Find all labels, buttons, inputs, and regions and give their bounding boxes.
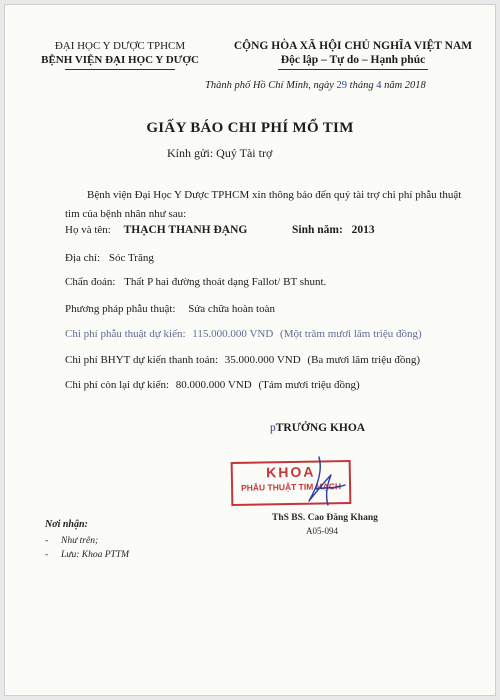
signer-name: ThS BS. Cao Đăng Khang xyxy=(272,513,378,523)
national-header xyxy=(223,39,483,70)
month-label: tháng xyxy=(349,80,374,91)
surgery-cost-value: 115.000.000 VND xyxy=(192,328,274,340)
patient-name-row xyxy=(65,224,247,236)
nation-line-1: CỘNG HÒA XÃ HỘI CHỦ NGHĨA VIỆT NAM xyxy=(233,40,473,52)
birth-label: Sinh năm: xyxy=(292,224,343,236)
pen-mark: p xyxy=(270,422,276,434)
address-label: Địa chỉ: xyxy=(65,252,101,264)
intro-text: Bệnh viện Đại Học Y Dược TPHCM xin thông báo đến quý tài trợ chi phí phẫu thuật tim của bệnh nhân như sau: xyxy=(65,189,462,220)
birth-value: 2013 xyxy=(351,224,375,236)
insurance-cost-words: (Ba mươi lăm triệu đồng) xyxy=(307,354,421,366)
surgery-cost-words: (Một trăm mươi lăm triệu đồng) xyxy=(280,328,422,340)
nation-underline xyxy=(278,69,428,70)
surgery-cost-label: Chi phí phẫu thuật dự kiến: xyxy=(65,328,186,340)
name-value: THẠCH THANH ĐẠNG xyxy=(123,224,248,236)
diagnosis-label: Chẩn đoán: xyxy=(65,276,116,288)
document-title: GIẤY BÁO CHI PHÍ MỔ TIM xyxy=(146,120,354,136)
recipient-item: - Lưu: Khoa PTTM xyxy=(45,550,129,560)
recipient-item-1: Như trên; xyxy=(61,536,99,546)
organization-header xyxy=(25,39,215,70)
birth-year-row xyxy=(292,224,375,236)
org-underline xyxy=(65,69,175,70)
intro-paragraph xyxy=(65,186,475,224)
address-value: Sóc Trăng xyxy=(108,252,154,264)
diagnosis-row xyxy=(65,276,326,288)
date-month: 4 xyxy=(376,80,382,91)
insurance-cost-row xyxy=(65,354,420,366)
place-date xyxy=(205,80,426,91)
handwritten-signature xyxy=(295,451,355,511)
recipients-label: Nơi nhận: xyxy=(45,519,88,530)
signature-title-text: TRƯỞNG KHOA xyxy=(275,422,366,434)
org-line-1: ĐẠI HỌC Y DƯỢC TPHCM xyxy=(54,40,186,52)
recipient-item-2: Lưu: Khoa PTTM xyxy=(61,550,129,560)
remaining-cost-value: 80.000.000 VND xyxy=(175,379,252,391)
method-row xyxy=(65,303,275,315)
name-label: Họ và tên: xyxy=(65,224,111,236)
remaining-cost-label: Chi phí còn lại dự kiến: xyxy=(65,379,170,391)
document-page xyxy=(4,4,496,696)
org-line-2: BỆNH VIỆN ĐẠI HỌC Y DƯỢC xyxy=(41,54,199,66)
recipient-item: - Như trên; xyxy=(45,536,99,546)
stamp-line-1: KHOA xyxy=(266,463,316,481)
method-value: Sửa chữa hoàn toàn xyxy=(188,303,275,315)
method-label: Phương pháp phẫu thuật: xyxy=(65,303,176,315)
date-year: năm 2018 xyxy=(384,80,426,91)
greeting: Kính gửi: Quý Tài trợ xyxy=(167,146,273,160)
diagnosis-value: Thất P hai đường thoát dạng Fallot/ BT shunt. xyxy=(124,276,327,288)
nation-line-2: Độc lập – Tự do – Hạnh phúc xyxy=(280,54,426,66)
stamp-line-2: PHẪU THUẬT TIM MẠCH xyxy=(240,481,342,493)
signer-code: A05-094 xyxy=(306,526,338,536)
insurance-cost-value: 35.000.000 VND xyxy=(224,354,301,366)
surgery-cost-row xyxy=(65,328,422,340)
insurance-cost-label: Chi phí BHYT dự kiến thanh toán: xyxy=(65,354,219,366)
date-day: 29 xyxy=(336,80,348,91)
place-date-prefix: Thành phố Hồ Chí Minh, ngày xyxy=(205,80,334,91)
signature-title xyxy=(270,422,365,434)
remaining-cost-words: (Tám mươi triệu đồng) xyxy=(258,379,360,391)
remaining-cost-row xyxy=(65,379,360,391)
address-row xyxy=(65,252,154,264)
